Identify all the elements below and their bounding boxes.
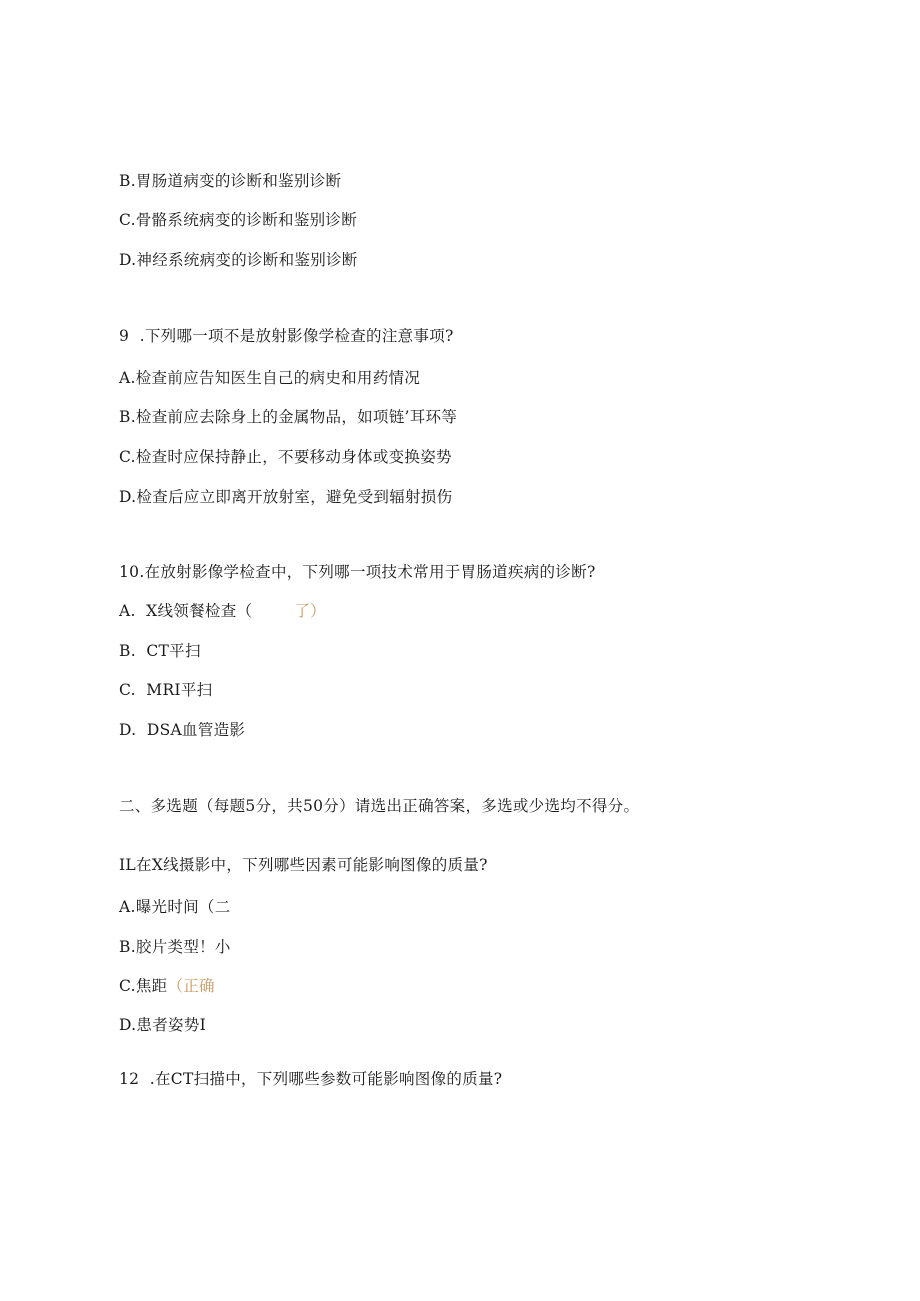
q10-option-a-mark: 了）	[294, 602, 326, 620]
q8-option-b: B.胃肠道病变的诊断和鉴别诊断	[119, 172, 342, 190]
q11-option-c-text: C.焦距	[119, 977, 168, 995]
q8-option-d: D.神经系统病变的诊断和鉴别诊断	[119, 251, 358, 269]
q10-question: 10.在放射影像学检查中，下列哪一项技术常用于胃肠道疾病的诊断?	[119, 563, 596, 581]
q11-option-a: A.曝光时间（二	[119, 898, 231, 916]
q9-option-a: A.检查前应告知医生自己的病史和用药情况	[119, 369, 421, 387]
q10-option-d: D. DSA血管造影	[119, 721, 246, 739]
q10-option-a-text: A. X线领餐检查（	[119, 602, 253, 620]
q10-option-b: B. CT平扫	[119, 642, 201, 660]
q12-question: 12 .在CT扫描中，下列哪些参数可能影响图像的质量?	[119, 1070, 503, 1088]
q10-option-c: C. MRI平扫	[119, 681, 213, 699]
q8-option-c: C.骨骼系统病变的诊断和鉴别诊断	[119, 211, 358, 229]
q11-option-c	[119, 976, 215, 996]
q11-option-c-mark: （正确	[167, 977, 215, 995]
q9-option-c: C.检查时应保持静止，不要移动身体或变换姿势	[119, 448, 452, 466]
q11-question: IL在X线摄影中，下列哪些因素可能影响图像的质量?	[119, 856, 488, 874]
q9-question: 9 .下列哪一项不是放射影像学检查的注意事项?	[119, 327, 454, 345]
q9-option-d: D.检查后应立即离开放射室，避免受到辐射损伤	[119, 488, 453, 506]
section-heading: 二、多选题（每题5分，共50分）请选出正确答案，多选或少选均不得分。	[119, 797, 640, 815]
q11-option-b: B.胶片类型！小	[119, 938, 231, 956]
q11-option-d: D.患者姿势I	[119, 1016, 207, 1034]
q10-option-a	[119, 601, 326, 621]
q9-option-b: B.检查前应去除身上的金属物品，如项链’耳环等	[119, 408, 458, 426]
